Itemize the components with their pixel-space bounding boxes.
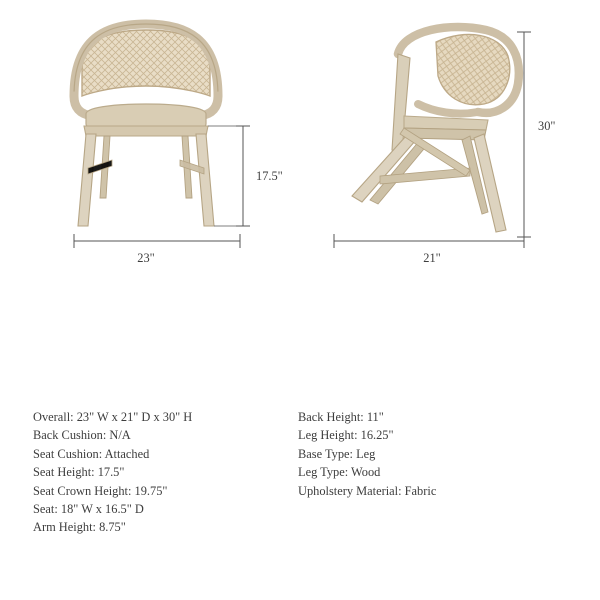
spec-overall: Overall: 23" W x 21" D x 30" H [33, 410, 193, 424]
front-elevation-chair [74, 24, 218, 226]
spec-arm-height: Arm Height: 8.75" [33, 520, 126, 535]
spec-leg-type: Leg Type: Wood [298, 465, 381, 480]
spec-seat-cushion: Seat Cushion: Attached [33, 446, 150, 461]
side-height-label: 30" [538, 119, 556, 133]
front-seat-height-label: 17.5" [256, 169, 283, 183]
spec-column-left [33, 408, 298, 568]
spec-seat-crown-height: Seat Crown Height: 19.75" [33, 483, 168, 498]
specification-lists [0, 408, 600, 568]
spec-base-type: Base Type: Leg [298, 446, 376, 461]
spec-back-cushion: Back Cushion: N/A [33, 428, 131, 443]
front-dimension-seat-height [208, 126, 283, 226]
front-dimension-width [74, 234, 240, 265]
spec-column-right [298, 408, 578, 568]
spec-seat-size: Seat: 18" W x 16.5" D [33, 502, 144, 517]
front-width-label: 23" [137, 251, 155, 265]
spec-seat-height: Seat Height: 17.5" [33, 465, 125, 480]
side-depth-label: 21" [423, 251, 441, 265]
spec-upholstery-material: Upholstery Material: Fabric [298, 483, 437, 498]
spec-leg-height: Leg Height: 16.25" [298, 428, 394, 443]
spec-back-height: Back Height: 11" [298, 410, 384, 424]
side-dimension-depth [334, 234, 524, 265]
side-dimension-height [517, 32, 555, 237]
side-elevation-chair [352, 27, 519, 232]
